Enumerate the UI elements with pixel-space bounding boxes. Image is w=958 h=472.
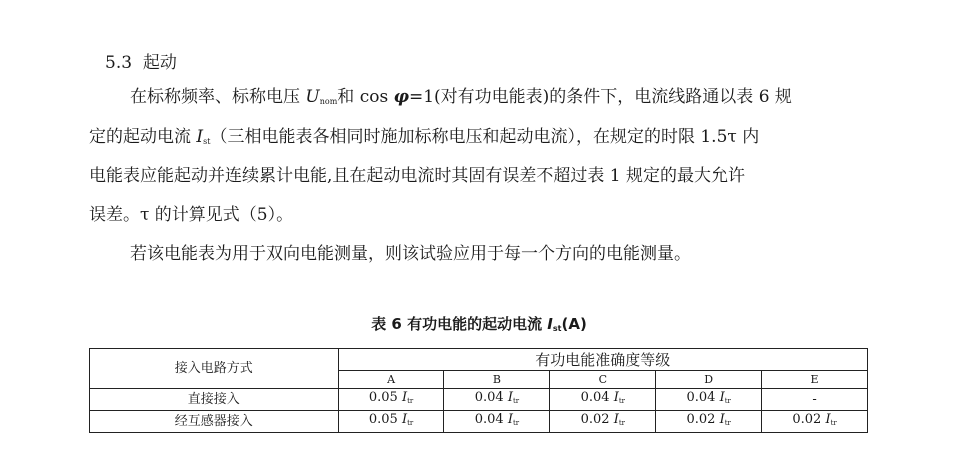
starting-current-table <box>89 348 868 433</box>
cell-coefficient: - <box>812 391 817 407</box>
subscript-st: st <box>203 137 211 146</box>
class-header: C <box>550 371 656 389</box>
cell-coefficient: 0.05 <box>368 390 398 405</box>
cell-coefficient: 0.02 <box>580 412 610 427</box>
caption-text: 表 6 有功电能的起动电流 <box>371 315 548 333</box>
class-header: A <box>338 371 444 389</box>
cell-symbol: I <box>825 412 831 427</box>
table-caption <box>0 313 958 334</box>
table-header-row <box>90 349 868 371</box>
caption-unit: (A) <box>561 315 587 333</box>
class-header: E <box>762 371 868 389</box>
paragraph-line-1 <box>130 85 792 114</box>
table-cell <box>338 411 444 433</box>
table-cell <box>444 411 550 433</box>
mode-header: 接入电路方式 <box>90 349 339 389</box>
table-cell <box>550 411 656 433</box>
table-cell <box>762 389 868 411</box>
paragraph-line-5: 若该电能表为用于双向电能测量，则该试验应用于每一个方向的电能测量。 <box>130 244 691 264</box>
cell-coefficient: 0.04 <box>474 390 504 405</box>
table-cell <box>444 389 550 411</box>
row-mode-cell: 经互感器接入 <box>90 411 339 433</box>
class-header: D <box>656 371 762 389</box>
cell-symbol: I <box>719 412 725 427</box>
section-heading <box>105 51 177 75</box>
class-header: B <box>444 371 550 389</box>
cell-subscript: tr <box>618 397 625 405</box>
cell-subscript: tr <box>724 397 731 405</box>
cell-subscript: tr <box>724 419 731 427</box>
cell-coefficient: 0.02 <box>686 412 716 427</box>
table-row <box>90 389 868 411</box>
cell-coefficient: 0.04 <box>580 390 610 405</box>
cell-subscript: tr <box>512 397 520 405</box>
cell-subscript: tr <box>830 419 837 427</box>
table-cell <box>656 411 762 433</box>
cell-symbol: I <box>719 390 725 405</box>
grade-header: 有功电能准确度等级 <box>338 349 867 371</box>
table-cell <box>762 411 868 433</box>
symbol-phi: φ <box>393 87 409 107</box>
text-run: 和 cos <box>337 87 389 107</box>
paragraph-line-4: 误差。τ 的计算见式（5）。 <box>89 205 294 225</box>
cell-coefficient: 0.04 <box>474 412 504 427</box>
cell-subscript: tr <box>618 419 625 427</box>
cell-coefficient: 0.02 <box>792 412 822 427</box>
subscript-nom: nom <box>319 97 338 106</box>
cell-symbol: I <box>507 412 513 427</box>
symbol-U: U <box>305 87 320 107</box>
caption-subscript: st <box>552 324 562 333</box>
text-run: 在标称频率、标称电压 <box>130 87 306 107</box>
table-row <box>90 411 868 433</box>
table-cell <box>656 389 762 411</box>
section-number: 5.3 <box>105 53 133 73</box>
text-run: 定的起动电流 <box>89 127 197 147</box>
cell-symbol: I <box>507 390 513 405</box>
table-cell <box>338 389 444 411</box>
text-run: =1(对有功电能表)的条件下，电流线路通以表 6 规 <box>408 87 792 107</box>
cell-subscript: tr <box>512 419 520 427</box>
row-mode-cell: 直接接入 <box>90 389 339 411</box>
text-run: （三相电能表各相同时施加标称电压和起动电流），在规定的时限 1.5τ 内 <box>210 127 760 147</box>
section-title: 起动 <box>142 53 177 73</box>
cell-coefficient: 0.05 <box>368 412 398 427</box>
table-cell <box>550 389 656 411</box>
symbol-I: I <box>196 127 204 147</box>
cell-symbol: I <box>401 412 408 427</box>
cell-symbol: I <box>613 390 619 405</box>
cell-subscript: tr <box>407 419 414 427</box>
cell-coefficient: 0.04 <box>686 390 716 405</box>
cell-symbol: I <box>613 412 619 427</box>
paragraph-line-2 <box>89 125 759 154</box>
paragraph-line-3: 电能表应能起动并连续累计电能,且在起动电流时其固有误差不超过表 1 规定的最大允许 <box>89 166 746 186</box>
cell-symbol: I <box>401 390 408 405</box>
caption-symbol-I: I <box>547 315 553 333</box>
cell-subscript: tr <box>407 397 414 405</box>
